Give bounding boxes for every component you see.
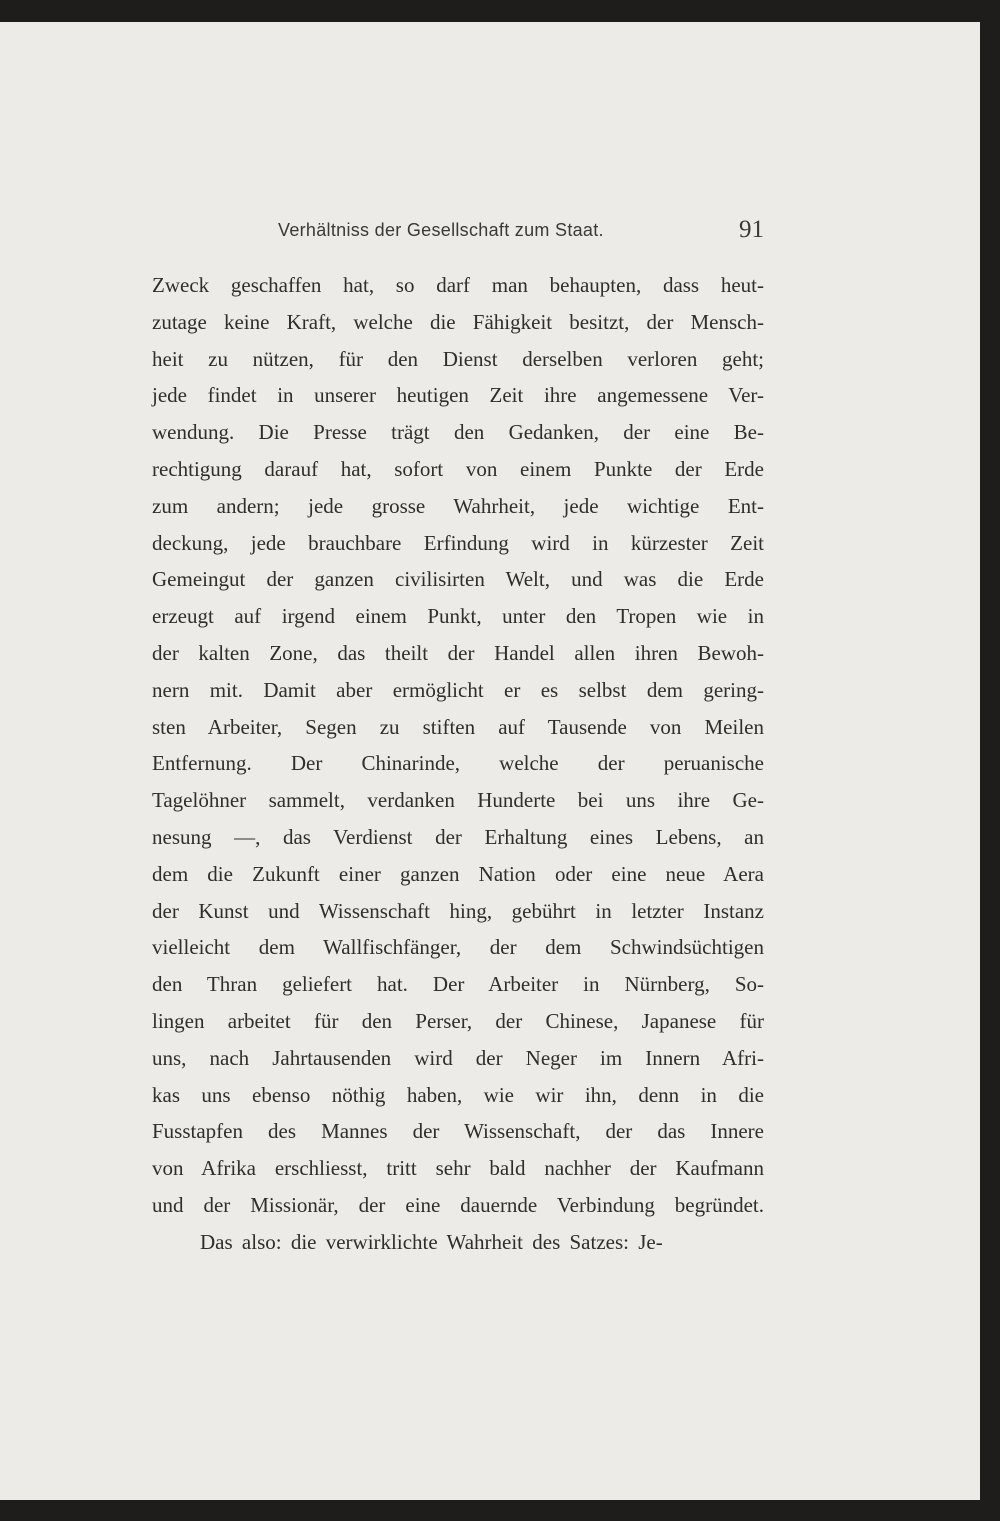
text-line: Gemeingut der ganzen civilisirten Welt, und was die Erde bbox=[152, 567, 764, 592]
text-line: und der Missionär, der eine dauernde Verbindung begründet. bbox=[152, 1192, 764, 1217]
page-number: 91 bbox=[739, 216, 764, 243]
body-text bbox=[152, 267, 764, 1261]
text-line: uns, nach Jahrtausenden wird der Neger im Innern Afri- bbox=[152, 1045, 764, 1070]
text-line: Fusstapfen des Mannes der Wissenschaft, der das Innere bbox=[152, 1119, 764, 1144]
paragraph-start-line: Das also: die verwirklichte Wahrheit des Satzes: Je- bbox=[200, 1229, 663, 1254]
text-line: lingen arbeitet für den Perser, der Chinese, Japanese für bbox=[152, 1008, 764, 1033]
page-header bbox=[152, 218, 764, 254]
text-line: sten Arbeiter, Segen zu stiften auf Tausende von Meilen bbox=[152, 714, 764, 739]
text-line: Tagelöhner sammelt, verdanken Hunderte bei uns ihre Ge- bbox=[152, 788, 764, 813]
text-line: dem die Zukunft einer ganzen Nation oder eine neue Aera bbox=[152, 861, 764, 886]
text-line: der Kunst und Wissenschaft hing, gebührt in letzter Instanz bbox=[152, 898, 764, 923]
text-line: zum andern; jede grosse Wahrheit, jede wichtige Ent- bbox=[152, 493, 764, 518]
running-title: Verhältniss der Gesellschaft zum Staat. bbox=[278, 220, 604, 240]
text-line: kas uns ebenso nöthig haben, wie wir ihn, denn in die bbox=[152, 1082, 764, 1107]
text-line: heit zu nützen, für den Dienst derselben verloren geht; bbox=[152, 346, 764, 371]
text-line: der kalten Zone, das theilt der Handel allen ihren Bewoh- bbox=[152, 640, 764, 665]
text-line: Zweck geschaffen hat, so darf man behaupten, dass heut- bbox=[152, 273, 764, 297]
text-line: rechtigung darauf hat, sofort von einem Punkte der Erde bbox=[152, 456, 764, 481]
text-line: jede findet in unserer heutigen Zeit ihre angemessene Ver- bbox=[152, 383, 764, 408]
book-page bbox=[0, 22, 980, 1500]
text-line: den Thran geliefert hat. Der Arbeiter in Nürnberg, So- bbox=[152, 972, 764, 997]
text-line: vielleicht dem Wallfischfänger, der dem Schwindsüchtigen bbox=[152, 935, 764, 960]
text-line: Entfernung. Der Chinarinde, welche der peruanische bbox=[152, 751, 764, 776]
text-line: nesung —, das Verdienst der Erhaltung eines Lebens, an bbox=[152, 824, 764, 849]
text-line: von Afrika erschliesst, tritt sehr bald nachher der Kaufmann bbox=[152, 1156, 764, 1181]
text-line: wendung. Die Presse trägt den Gedanken, der eine Be- bbox=[152, 420, 764, 445]
text-line: zutage keine Kraft, welche die Fähigkeit besitzt, der Mensch- bbox=[152, 309, 764, 334]
text-line: nern mit. Damit aber ermöglicht er es selbst dem gering- bbox=[152, 677, 764, 702]
text-line: erzeugt auf irgend einem Punkt, unter den Tropen wie in bbox=[152, 604, 764, 629]
text-line: deckung, jede brauchbare Erfindung wird in kürzester Zeit bbox=[152, 530, 764, 555]
